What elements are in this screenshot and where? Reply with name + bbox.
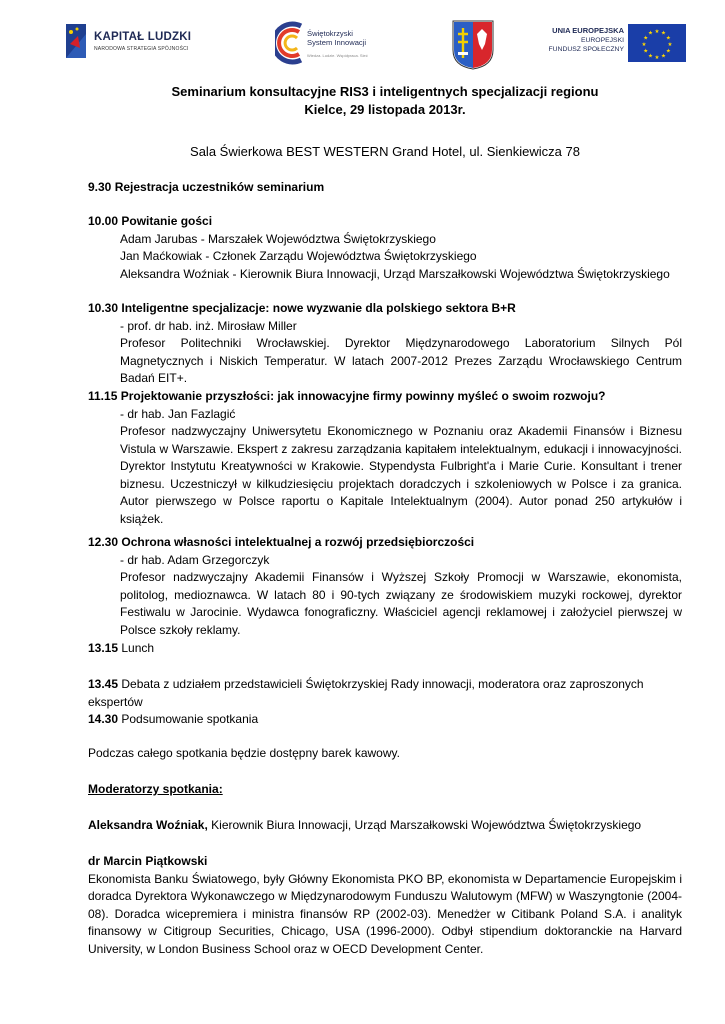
coat-of-arms-icon bbox=[452, 20, 494, 70]
moderators-heading: Moderatorzy spotkania: bbox=[88, 782, 223, 796]
venue: Sala Świerkowa BEST WESTERN Grand Hotel, ul. Sienkiewicza 78 bbox=[190, 144, 580, 159]
ssi-line1: Świętokrzyski bbox=[307, 29, 353, 38]
svg-text:★: ★ bbox=[654, 29, 660, 35]
svg-text:★: ★ bbox=[665, 48, 671, 55]
coffee-note: Podczas całego spotkania będzie dostępny barek kawowy. bbox=[88, 746, 400, 760]
talk3-section bbox=[88, 534, 682, 639]
swietokrzyski-system-innowacji-logo bbox=[275, 20, 395, 70]
svg-text:★: ★ bbox=[661, 53, 666, 60]
kapital-ludzki-subtitle: NARODOWA STRATEGIA SPÓJNOŚCI bbox=[94, 46, 189, 52]
talk1-speaker: - prof. dr hab. inż. Mirosław Miller bbox=[120, 318, 297, 333]
ue-line3: FUNDUSZ SPOŁECZNY bbox=[548, 46, 624, 53]
kapital-ludzki-flag-icon bbox=[64, 24, 88, 58]
talk1-heading: 10.30 Inteligentne specjalizacje: nowe wyzwanie dla polskiego sektora B+R bbox=[88, 301, 516, 315]
unia-europejska-logo bbox=[548, 24, 686, 64]
welcome-line: Aleksandra Woźniak - Kierownik Biura Innowacji, Urząd Marszałkowski Województwa Świętokrzyskiego bbox=[120, 266, 670, 281]
svg-text:★: ★ bbox=[665, 35, 671, 42]
registration: 9.30 Rejestracja uczestników seminarium bbox=[88, 180, 325, 194]
welcome-line: Jan Maćkowiak - Członek Zarządu Województwa Świętokrzyskiego bbox=[120, 249, 477, 263]
moderator-1: Aleksandra Woźniak, Kierownik Biura Innowacji, Urząd Marszałkowski Województwa Świętokrzyskiego bbox=[88, 818, 642, 832]
debate-item: 13.45 Debata z udziałem przedstawicieli Świętokrzyskiej Rady innowacji, moderatora oraz zaproszonych ekspertów bbox=[88, 677, 644, 709]
eu-flag-icon bbox=[628, 24, 686, 62]
talk2-bio: Profesor nadzwyczajny Uniwersytetu Ekonomicznego w Poznaniu oraz Akademii Finansów i Biznesu Vistula w Warszawie. Ekspert z zakresu zarządzania kapitałem intelektualnym, edukacji i innowacyjności. Dyrektor Instytutu Kreatywności w Krakowie. Stypendysta Fulbright'a i Marie Curie. Konsultant i trener biznesu. Uczestniczył w kilkudziesięciu projektach doradczych i szkoleniowych w Polsce i za granica. Autor pierwszego w Polsce raportu o Kapitale Intelektualnym (2004). Autor ponad 250 artykułów i książek. bbox=[120, 424, 682, 526]
ue-line1: UNIA EUROPEJSKA bbox=[552, 26, 624, 35]
moderator-2-name: dr Marcin Piątkowski bbox=[88, 854, 208, 868]
kapital-ludzki-logo bbox=[64, 24, 204, 64]
svg-text:★: ★ bbox=[641, 42, 647, 48]
talk2-heading: 11.15 Projektowanie przyszłości: jak innowacyjne firmy powinny myśleć o swoim rozwoju? bbox=[88, 389, 606, 403]
moderator-2 bbox=[88, 853, 682, 958]
moderator-2-bio: Ekonomista Banku Światowego, były Główny Ekonomista PKO BP, ekonomista w Departamencie Europejskim i doradca Dyrektora Wykonawczego w Międzynarodowym Funduszu Walutowym (MFW) w Waszyngtonie (2004-08). Doradca wicepremiera i ministra finansów RP (2002-03). Menedżer w Citibank Poland S.A. i analityk finansowy w Citigroup Securities, Chicago, USA (1996-2000). Odbył stipendium doktoranckie na Harvard University, w London Business School oraz w OECD Development Center. bbox=[88, 871, 682, 956]
coat-of-arms-logo bbox=[452, 20, 494, 70]
talk1-section bbox=[88, 300, 682, 388]
ssi-tagline: Wiedza. Ludzie. Współpraca. Sieć bbox=[307, 53, 368, 58]
talk3-heading: 12.30 Ochrona własności intelektualnej a rozwój przedsiębiorczości bbox=[88, 535, 475, 549]
talk2-speaker: - dr hab. Jan Fazlagić bbox=[120, 406, 236, 421]
talk2-section bbox=[88, 388, 682, 528]
svg-text:★: ★ bbox=[648, 53, 653, 60]
lunch-item: 13.15 Lunch bbox=[88, 641, 155, 655]
talk3-bio: Profesor nadzwyczajny Akademii Finansów i Wyższej Szkoły Promocji w Warszawie, ekonomista, politolog, medioznawca. W latach 80 i 90-tych związany ze środowiskiem muzyki rockowej, dyrektor Festiwalu w Jarocinie. Wydawca fonograficzny. Właściciel agencji reklamowej i założyciel pierwszej w Polsce szkoły reklamy. bbox=[120, 570, 682, 637]
svg-text:★: ★ bbox=[661, 30, 666, 37]
welcome-line: Adam Jarubas - Marszałek Województwa Świętokrzyskiego bbox=[120, 231, 436, 246]
svg-text:★: ★ bbox=[654, 55, 660, 61]
talk3-speaker: - dr hab. Adam Grzegorczyk bbox=[120, 552, 270, 567]
ssi-line2: System Innowacji bbox=[307, 38, 367, 47]
kapital-ludzki-title: KAPITAŁ LUDZKI bbox=[94, 31, 192, 43]
logo-bar bbox=[0, 18, 725, 74]
svg-text:★: ★ bbox=[643, 35, 649, 42]
ue-line2: EUROPEJSKI bbox=[580, 37, 624, 44]
svg-text:★: ★ bbox=[648, 30, 653, 37]
summary-item: 14.30 Podsumowanie spotkania bbox=[88, 712, 259, 726]
talk1-bio: Profesor Politechniki Wrocławskiej. Dyrektor Międzynarodowego Laboratorium Silnych Pól Magnetycznych i Niskich Temperatur. W latach 2007-2012 Prezes Zarządu Wrocławskiego Centrum Badań EIT+. bbox=[120, 336, 682, 385]
welcome-section bbox=[88, 213, 682, 283]
welcome-heading: 10.00 Powitanie gości bbox=[88, 214, 213, 228]
svg-text:★: ★ bbox=[643, 48, 649, 55]
svg-text:★: ★ bbox=[667, 42, 673, 48]
swirl-icon bbox=[275, 20, 305, 66]
page-title: Seminarium konsultacyjne RIS3 i inteligentnych specjalizacji regionu Kielce, 29 listopada 2013r. bbox=[171, 84, 599, 117]
